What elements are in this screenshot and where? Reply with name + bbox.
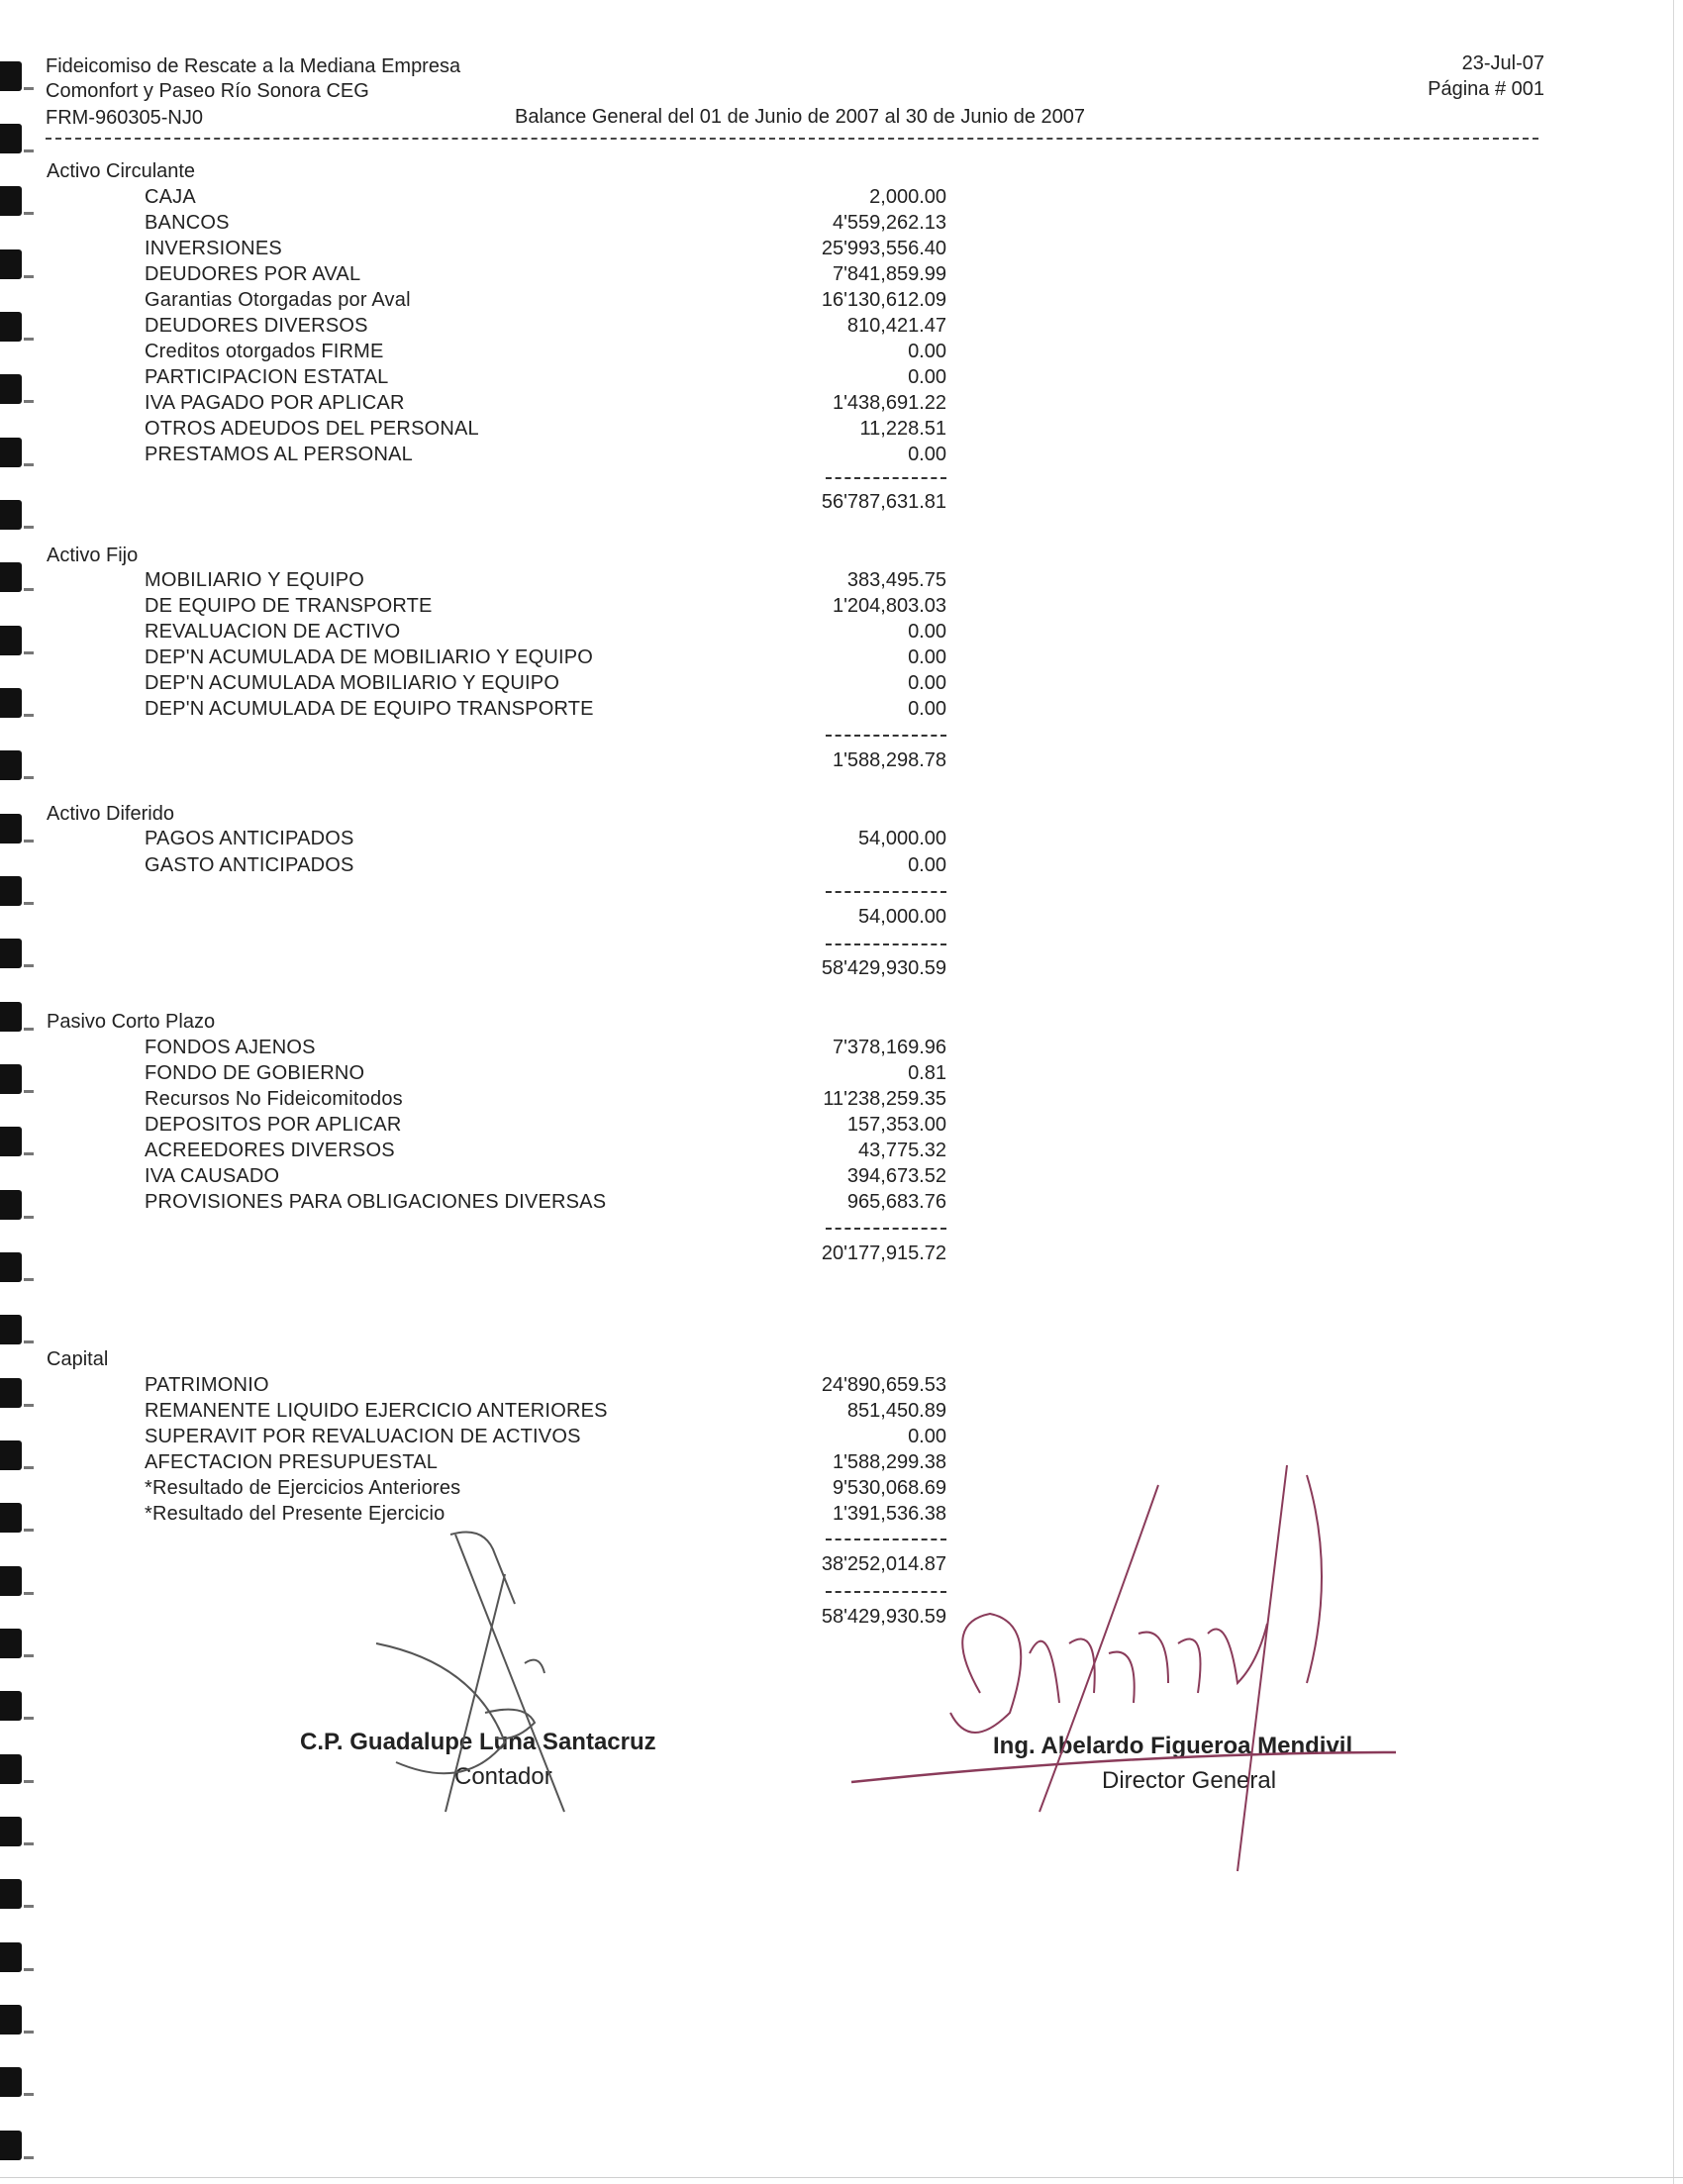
binding-hole — [0, 124, 22, 153]
line-amount: 7'841,859.99 — [832, 263, 946, 285]
subtotal-amount: 56'787,631.81 — [821, 491, 946, 513]
table-row — [0, 619, 1683, 645]
table-row — [0, 184, 1683, 210]
line-amount: 0.81 — [908, 1062, 946, 1084]
line-label: PATRIMONIO — [145, 1374, 269, 1396]
header-rule — [46, 138, 1538, 140]
line-label: GASTO ANTICIPADOS — [145, 854, 354, 876]
line-label: REMANENTE LIQUIDO EJERCICIO ANTERIORES — [145, 1400, 608, 1422]
line-amount: 965,683.76 — [846, 1191, 946, 1213]
section-title: Activo Circulante — [47, 160, 196, 182]
line-label: DEP'N ACUMULADA MOBILIARIO Y EQUIPO — [145, 672, 560, 694]
binding-hole — [0, 1691, 22, 1721]
table-row — [0, 645, 1683, 670]
table-row — [0, 567, 1683, 593]
page-number: Página # 001 — [1428, 78, 1544, 100]
total-assets-amount: 58'429,930.59 — [821, 957, 946, 979]
line-label: PARTICIPACION ESTATAL — [145, 366, 389, 388]
table-row — [0, 287, 1683, 313]
line-amount: 0.00 — [908, 444, 946, 465]
binding-hole — [0, 876, 22, 906]
line-label: REVALUACION DE ACTIVO — [145, 621, 401, 643]
line-amount: 16'130,612.09 — [821, 289, 946, 311]
signature-right-scribble — [842, 1455, 1436, 1881]
subtotal-amount: 20'177,915.72 — [821, 1242, 946, 1264]
table-row — [0, 1035, 1683, 1060]
table-row — [0, 1060, 1683, 1086]
entity-address: Comonfort y Paseo Río Sonora CEG — [46, 80, 369, 102]
table-row — [0, 236, 1683, 261]
line-amount: 4'559,262.13 — [832, 212, 946, 234]
line-amount: 394,673.52 — [846, 1165, 946, 1187]
table-row — [0, 416, 1683, 442]
line-label: AFECTACION PRESUPUESTAL — [145, 1451, 439, 1473]
table-row — [0, 364, 1683, 390]
line-label: DEUDORES DIVERSOS — [145, 315, 368, 337]
line-amount: 0.00 — [908, 854, 946, 876]
line-label: INVERSIONES — [145, 238, 282, 259]
line-label: FONDO DE GOBIERNO — [145, 1062, 365, 1084]
table-row — [0, 1398, 1683, 1424]
section-title: Activo Fijo — [47, 545, 139, 566]
line-amount: 0.00 — [908, 341, 946, 362]
subtotal-amount: 38'252,014.87 — [821, 1553, 946, 1575]
binding-hole — [0, 1315, 22, 1344]
line-amount: 0.00 — [908, 698, 946, 720]
line-label: Garantias Otorgadas por Aval — [145, 289, 411, 311]
table-row — [0, 1163, 1683, 1189]
line-label: OTROS ADEUDOS DEL PERSONAL — [145, 418, 479, 440]
line-amount: 383,495.75 — [846, 569, 946, 591]
page-bottom-edge — [0, 2177, 1683, 2178]
line-label: DEP'N ACUMULADA DE EQUIPO TRANSPORTE — [145, 698, 594, 720]
signer-right-role: Director General — [1102, 1767, 1277, 1794]
table-row — [0, 1112, 1683, 1138]
binding-hole — [0, 1942, 22, 1972]
table-row — [0, 1424, 1683, 1449]
subtotal-separator — [826, 735, 946, 737]
line-label: *Resultado de Ejercicios Anteriores — [145, 1477, 461, 1499]
line-label: PAGOS ANTICIPADOS — [145, 828, 354, 849]
binding-hole — [0, 2005, 22, 2035]
line-label: ACREEDORES DIVERSOS — [145, 1140, 395, 1161]
line-amount: 0.00 — [908, 366, 946, 388]
total-assets-row — [0, 955, 1683, 981]
table-row — [0, 1138, 1683, 1163]
subtotal-row — [0, 747, 1683, 773]
total-liabilities-capital-amount: 58'429,930.59 — [821, 1606, 946, 1628]
line-amount: 0.00 — [908, 672, 946, 694]
section-title: Activo Diferido — [47, 803, 174, 825]
subtotal-row — [0, 1241, 1683, 1266]
subtotal-separator — [826, 477, 946, 479]
total-separator — [826, 943, 946, 945]
line-label: FONDOS AJENOS — [145, 1037, 316, 1058]
line-label: CAJA — [145, 186, 196, 208]
table-row — [0, 442, 1683, 467]
signer-left-role: Contador — [454, 1763, 552, 1790]
binding-hole — [0, 1629, 22, 1658]
signer-right-name: Ing. Abelardo Figueroa Mendivil — [993, 1733, 1353, 1759]
line-amount: 11'238,259.35 — [823, 1088, 946, 1110]
subtotal-separator — [826, 1228, 946, 1230]
line-label: SUPERAVIT POR REVALUACION DE ACTIVOS — [145, 1426, 581, 1447]
table-row — [0, 390, 1683, 416]
line-label: DEUDORES POR AVAL — [145, 263, 361, 285]
line-amount: 1'391,536.38 — [832, 1503, 946, 1525]
line-amount: 851,450.89 — [846, 1400, 946, 1422]
line-label: DE EQUIPO DE TRANSPORTE — [145, 595, 433, 617]
line-amount: 25'993,556.40 — [821, 238, 946, 259]
table-row — [0, 1189, 1683, 1215]
binding-hole — [0, 2131, 22, 2160]
line-amount: 9'530,068.69 — [832, 1477, 946, 1499]
binding-hole — [0, 1879, 22, 1909]
subtotal-row — [0, 904, 1683, 930]
signer-left-name: C.P. Guadalupe Luna Santacruz — [300, 1729, 656, 1755]
binding-hole — [0, 1002, 22, 1032]
binding-hole — [0, 1754, 22, 1784]
section-title: Capital — [47, 1348, 109, 1370]
binding-hole — [0, 1817, 22, 1846]
section-title: Pasivo Corto Plazo — [47, 1011, 216, 1033]
table-row — [0, 1086, 1683, 1112]
line-label: PRESTAMOS AL PERSONAL — [145, 444, 413, 465]
table-row — [0, 670, 1683, 696]
line-amount: 24'890,659.53 — [821, 1374, 946, 1396]
table-row — [0, 210, 1683, 236]
line-label: PROVISIONES PARA OBLIGACIONES DIVERSAS — [145, 1191, 607, 1213]
line-label: IVA PAGADO POR APLICAR — [145, 392, 405, 414]
binding-hole — [0, 61, 22, 91]
line-amount: 1'588,299.38 — [832, 1451, 946, 1473]
line-amount: 7'378,169.96 — [832, 1037, 946, 1058]
line-amount: 1'438,691.22 — [832, 392, 946, 414]
table-row — [0, 261, 1683, 287]
line-label: Recursos No Fideicomitodos — [145, 1088, 403, 1110]
table-row — [0, 826, 1683, 851]
line-label: BANCOS — [145, 212, 230, 234]
subtotal-row — [0, 489, 1683, 515]
report-date: 23-Jul-07 — [1461, 52, 1544, 74]
line-label: DEPOSITOS POR APLICAR — [145, 1114, 402, 1136]
line-amount: 43,775.32 — [858, 1140, 946, 1161]
line-label: DEP'N ACUMULADA DE MOBILIARIO Y EQUIPO — [145, 646, 594, 668]
subtotal-amount: 1'588,298.78 — [832, 749, 946, 771]
signature-left-scribble — [356, 1515, 673, 1841]
subtotal-separator — [826, 891, 946, 893]
table-row — [0, 1372, 1683, 1398]
entity-name: Fideicomiso de Rescate a la Mediana Empresa — [46, 55, 461, 77]
line-label: IVA CAUSADO — [145, 1165, 280, 1187]
line-amount: 2,000.00 — [869, 186, 946, 208]
table-row — [0, 313, 1683, 339]
line-amount: 1'204,803.03 — [832, 595, 946, 617]
line-amount: 0.00 — [908, 1426, 946, 1447]
line-amount: 810,421.47 — [846, 315, 946, 337]
line-amount: 0.00 — [908, 621, 946, 643]
report-title: Balance General del 01 de Junio de 2007 al 30 de Junio de 2007 — [515, 106, 1086, 128]
table-row — [0, 593, 1683, 619]
line-amount: 11,228.51 — [859, 418, 946, 440]
line-amount: 54,000.00 — [858, 828, 946, 849]
line-amount: 0.00 — [908, 646, 946, 668]
subtotal-amount: 54,000.00 — [858, 906, 946, 928]
binding-hole — [0, 2067, 22, 2097]
entity-rfc: FRM-960305-NJ0 — [46, 107, 203, 129]
line-label: MOBILIARIO Y EQUIPO — [145, 569, 365, 591]
line-label: *Resultado del Presente Ejercicio — [145, 1503, 446, 1525]
line-amount: 157,353.00 — [846, 1114, 946, 1136]
line-label: Creditos otorgados FIRME — [145, 341, 384, 362]
table-row — [0, 696, 1683, 722]
table-row — [0, 339, 1683, 364]
table-row — [0, 852, 1683, 878]
